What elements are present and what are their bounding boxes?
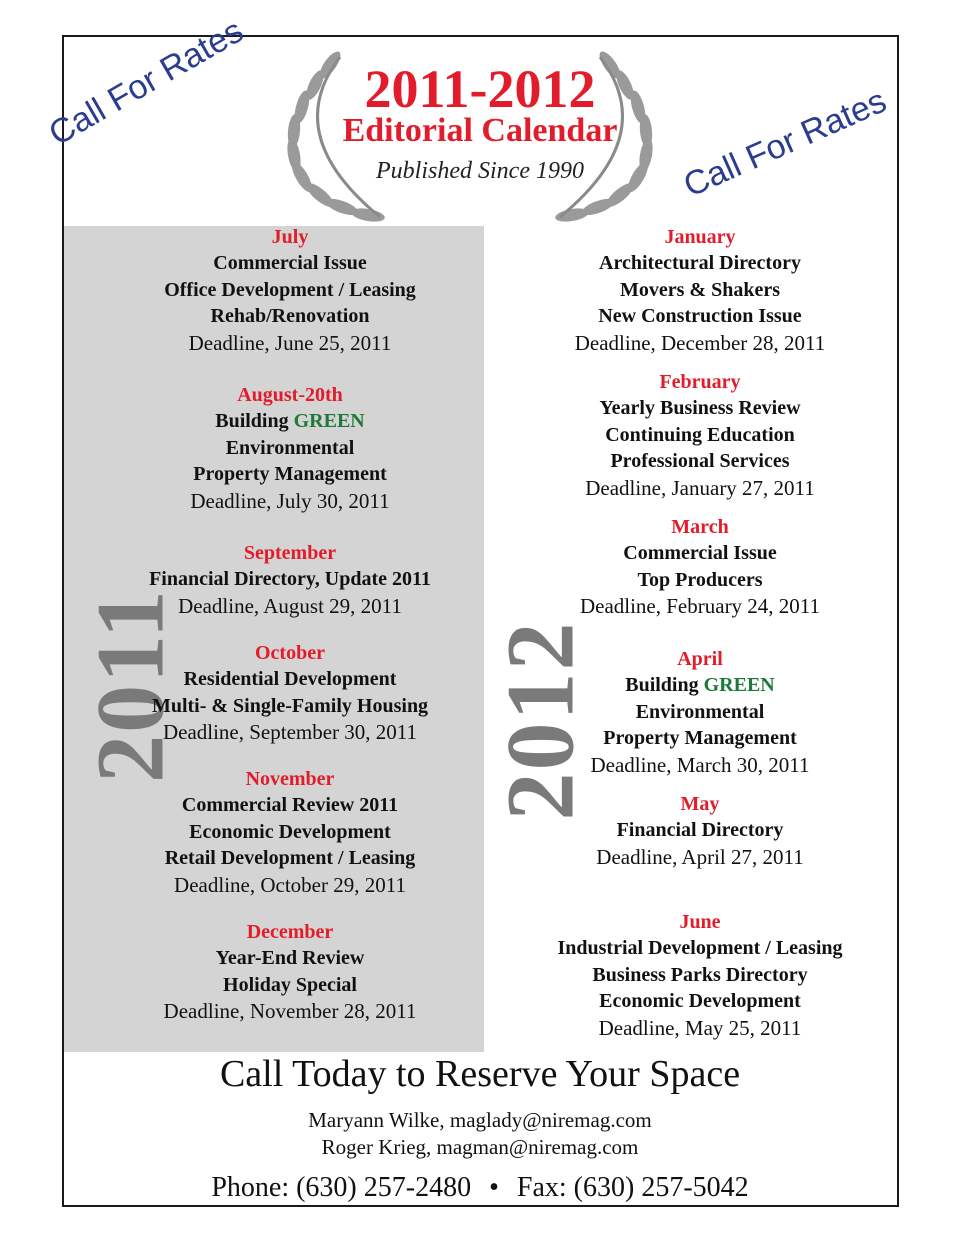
- deadline-text: Deadline, March 30, 2011: [590, 752, 810, 777]
- issue-block: [110, 224, 470, 356]
- issue-topic-prefix: Building: [625, 674, 699, 696]
- month-label: September: [243, 542, 337, 564]
- issue-block: [520, 224, 880, 356]
- issue-topic: Continuing Education: [605, 423, 795, 446]
- month-label: June: [679, 911, 721, 933]
- issue-topic: Financial Directory: [616, 819, 784, 841]
- issue-topic: Residential Development: [183, 668, 397, 690]
- deadline-text: Deadline, December 28, 2011: [574, 330, 826, 355]
- issue-topic: Property Management: [193, 463, 387, 485]
- month-label: December: [246, 921, 334, 943]
- issue-topic: [110, 408, 470, 435]
- green-highlight: GREEN: [703, 674, 775, 696]
- issue-topic: Property Management: [603, 727, 797, 749]
- issue-topic: Year-End Review: [215, 947, 365, 969]
- issue-topic: Industrial Development / Leasing: [557, 937, 843, 959]
- deadline-text: Deadline, October 29, 2011: [174, 872, 406, 897]
- fax-number: Fax: (630) 257-5042: [516, 1172, 749, 1203]
- calendar-year-title: 2011-2012: [364, 59, 596, 119]
- issue-topic: Economic Development: [599, 990, 801, 1012]
- issue-topic: Professional Services: [610, 450, 790, 472]
- issue-topic: Commercial Review 2011: [181, 794, 399, 816]
- issue-block: [520, 514, 880, 620]
- bullet-separator: •: [489, 1172, 499, 1203]
- issue-topic: [520, 672, 880, 699]
- issue-topic-prefix: Building: [215, 410, 289, 432]
- issue-topic: Commercial Issue: [213, 252, 367, 274]
- issue-block: [520, 909, 880, 1041]
- issue-topic: Rehab/Renovation: [210, 305, 370, 327]
- issue-topic: Office Development / Leasing: [164, 278, 416, 301]
- deadline-text: Deadline, November 28, 2011: [163, 999, 417, 1023]
- issue-block: [520, 369, 880, 501]
- green-highlight: GREEN: [293, 410, 365, 432]
- issue-topic: Economic Development: [189, 820, 391, 843]
- month-label: July: [271, 226, 309, 248]
- deadline-text: Deadline, June 25, 2011: [188, 330, 392, 355]
- contact-maryann: Maryann Wilke, maglady@niremag.com: [308, 1108, 652, 1132]
- deadline-text: Deadline, February 24, 2011: [579, 594, 821, 618]
- contact-roger: Roger Krieg, magman@niremag.com: [321, 1135, 639, 1159]
- issue-topic: Business Parks Directory: [592, 963, 808, 986]
- issue-topic: Commercial Issue: [623, 542, 777, 564]
- published-since-tagline: Published Since 1990: [376, 158, 584, 184]
- issue-block: [110, 766, 470, 898]
- month-label: April: [677, 648, 723, 670]
- deadline-text: Deadline, May 25, 2011: [598, 1015, 802, 1040]
- issue-topic: Retail Development / Leasing: [164, 847, 416, 869]
- month-label: February: [659, 371, 741, 393]
- deadline-text: Deadline, July 30, 2011: [190, 488, 390, 513]
- month-label: October: [255, 642, 325, 664]
- issue-topic: New Construction Issue: [598, 305, 802, 327]
- issue-topic: Financial Directory, Update 2011: [149, 568, 431, 590]
- phone-number: Phone: (630) 257-2480: [211, 1172, 472, 1203]
- issue-topic: Top Producers: [637, 568, 763, 591]
- issue-block: [110, 640, 470, 746]
- issue-topic: Holiday Special: [223, 973, 357, 996]
- month-label: March: [671, 516, 729, 538]
- issue-block: [110, 919, 470, 1025]
- issue-topic: Environmental: [635, 700, 765, 723]
- call-for-rates-left: Call For Rates: [42, 11, 250, 154]
- issue-block: [110, 382, 470, 514]
- phone-fax-line: [0, 1172, 960, 1204]
- year-2012-label: 2012: [486, 620, 594, 821]
- year-2011-label: 2011: [76, 588, 184, 783]
- deadline-text: Deadline, January 27, 2011: [585, 475, 815, 500]
- month-label: November: [245, 768, 335, 790]
- month-label: August-20th: [237, 384, 343, 406]
- issue-block: [520, 791, 880, 870]
- issue-topic: Multi- & Single-Family Housing: [151, 694, 429, 717]
- calendar-subtitle: Editorial Calendar: [342, 112, 618, 149]
- issue-topic: Movers & Shakers: [620, 278, 780, 301]
- deadline-text: Deadline, August 29, 2011: [178, 593, 402, 618]
- month-label: January: [664, 226, 736, 248]
- deadline-text: Deadline, April 27, 2011: [596, 844, 804, 869]
- issue-block: [110, 540, 470, 619]
- call-for-rates-right: Call For Rates: [678, 81, 892, 205]
- month-label: May: [680, 793, 720, 815]
- deadline-text: Deadline, September 30, 2011: [162, 720, 418, 744]
- issue-topic: Architectural Directory: [599, 252, 801, 274]
- issue-topic: Environmental: [225, 436, 355, 459]
- issue-block: [520, 646, 880, 778]
- call-to-action-heading: Call Today to Reserve Your Space: [219, 1053, 741, 1095]
- issue-topic: Yearly Business Review: [599, 397, 801, 419]
